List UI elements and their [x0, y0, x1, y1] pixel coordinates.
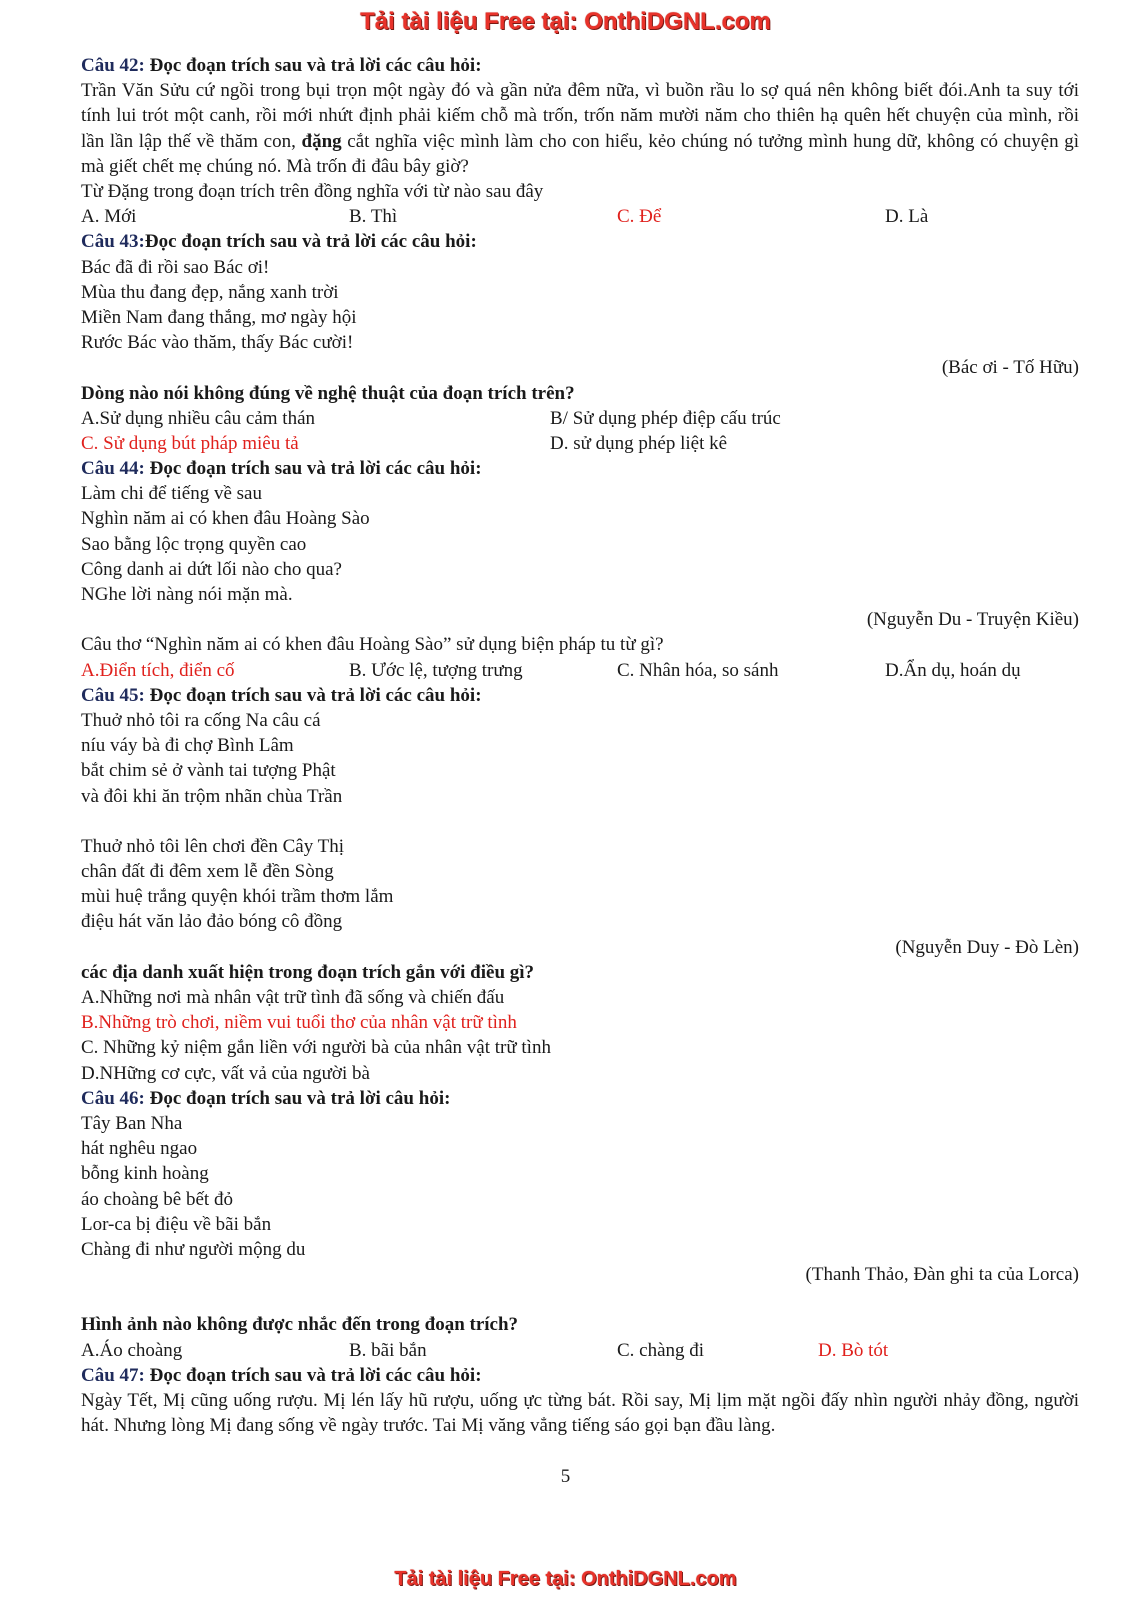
q46-option-b: B. bãi bắn	[349, 1339, 427, 1361]
q43-options-row-1	[81, 406, 1079, 431]
q45-poem-line: Thuở nhỏ tôi lên chơi đền Cây Thị	[81, 835, 345, 857]
q44-option-b: B. Ước lệ, tượng trưng	[349, 659, 523, 681]
q44-question: Câu thơ “Nghìn năm ai có khen đâu Hoàng Sào” sử dụng biện pháp tu từ gì?	[81, 634, 664, 656]
q42-passage-part-1: Trần Văn Sửu cứ ngồi trong bụi trọn một ngày đó và gần nửa đêm nữa, vì buồn rầu lo sợ quá nên không biết đói.Anh ta suy tới tính lui trót một canh, rồi mới nhứt định phải kiếm chỗ mà trốn, trốn năm mười năm cho thiên hạ quên hết chuyện của mình, rồi lần lần lập thế về thăm con,	[81, 80, 1079, 152]
q46-poem-line: bỗng kinh hoàng	[81, 1163, 209, 1185]
footer-banner: Tải tài liệu Free tại: OnthiDGNL.com	[394, 1568, 737, 1590]
q42-options	[81, 204, 1079, 229]
header-banner: Tải tài liệu Free tại: OnthiDGNL.com	[360, 8, 771, 35]
q44-source: (Nguyễn Du - Truyện Kiều)	[866, 609, 1079, 631]
q42-passage-bold: đặng	[301, 130, 342, 152]
q42-option-a: A. Mới	[81, 206, 137, 228]
q45-option-c: C. Những kỷ niệm gắn liền với người bà của nhân vật trữ tình	[81, 1037, 551, 1059]
q43-option-b: B/ Sử dụng phép điệp cấu trúc	[550, 407, 781, 429]
q44-poem-line: Nghìn năm ai có khen đâu Hoàng Sào	[81, 508, 370, 530]
stanza-gap	[81, 809, 1079, 834]
q46-poem-line: Chàng đi như người mộng du	[81, 1238, 306, 1260]
q46-option-d-answer: D. Bò tót	[818, 1339, 889, 1361]
q42-option-d: D. Là	[885, 206, 929, 228]
section-gap	[81, 1287, 1079, 1312]
document-page	[81, 53, 1079, 1438]
q43-option-c-answer: C. Sử dụng bút pháp miêu tả	[81, 432, 299, 454]
q46-option-c: C. chàng đi	[617, 1339, 705, 1361]
q44-option-a-answer: A.Điển tích, điển cố	[81, 659, 235, 681]
q43-title: Câu 43:Đọc đoạn trích sau và trả lời các câu hỏi:	[81, 231, 477, 253]
question-number: Câu 46:	[81, 1087, 145, 1109]
q46-poem-line: hát nghêu ngao	[81, 1138, 198, 1160]
q46-poem-line: Lor-ca bị điệu về bãi bắn	[81, 1213, 272, 1235]
q44-poem-line: Công danh ai dứt lối nào cho qua?	[81, 558, 342, 580]
q45-option-a: A.Những nơi mà nhân vật trữ tình đã sống và chiến đấu	[81, 987, 505, 1008]
question-number: Câu 45:	[81, 684, 145, 706]
q46-poem-line: áo choàng bê bết đỏ	[81, 1188, 233, 1210]
question-number: Câu 42:	[81, 55, 145, 76]
q45-source: (Nguyễn Duy - Đò Lèn)	[895, 936, 1079, 958]
q42-passage	[81, 78, 1079, 179]
q45-poem-line: chân đất đi đêm xem lễ đền Sòng	[81, 861, 334, 883]
q46-option-a: A.Áo choàng	[81, 1339, 183, 1361]
q42-question: Từ Đặng trong đoạn trích trên đồng nghĩa với từ nào sau đây	[81, 181, 544, 202]
q45-poem-line: níu váy bà đi chợ Bình Lâm	[81, 735, 294, 757]
q43-poem-line: Rước Bác vào thăm, thấy Bác cười!	[81, 332, 354, 354]
page-number: 5	[560, 1466, 571, 1487]
q44-poem-line: Làm chi để tiếng về sau	[81, 483, 262, 505]
q43-option-a: A.Sử dụng nhiều câu cảm thán	[81, 407, 316, 429]
q42-passage-part-2: cắt nghĩa việc mình làm cho con hiểu, kẻo chúng nó tưởng mình hung dữ, không có chuyện gì mà giết chết mẹ chúng nó. Mà trốn đi đâu bây giờ?	[81, 130, 1079, 177]
q43-poem-line: Bác đã đi rồi sao Bác ơi!	[81, 256, 270, 278]
q45-title: Câu 45: Đọc đoạn trích sau và trả lời các câu hỏi:	[81, 684, 482, 706]
question-number: Câu 43:	[81, 231, 145, 253]
q42-option-c-answer: C. Để	[617, 206, 662, 228]
q47-passage: Ngày Tết, Mị cũng uống rượu. Mị lén lấy hũ rượu, uống ực từng bát. Rồi say, Mị lịm mặt ngồi đấy nhìn người nhảy đồng, người hát. Nhưng lòng Mị đang sống về ngày trước. Tai Mị văng vẳng tiếng sáo gọi bạn đầu làng.	[81, 1390, 1079, 1437]
q46-question: Hình ảnh nào không được nhắc đến trong đoạn trích?	[81, 1314, 519, 1336]
q44-poem-line: NGhe lời nàng nói mặn mà.	[81, 584, 293, 605]
q43-poem-line: Mùa thu đang đẹp, nắng xanh trời	[81, 281, 339, 303]
q44-title: Câu 44: Đọc đoạn trích sau và trả lời các câu hỏi:	[81, 458, 482, 480]
q45-poem-line: điệu hát văn lảo đảo bóng cô đồng	[81, 911, 343, 933]
q43-question: Dòng nào nói không đúng về nghệ thuật của đoạn trích trên?	[81, 382, 575, 404]
q42-option-b: B. Thì	[349, 206, 398, 228]
q44-options	[81, 658, 1079, 683]
q43-options-row-2	[81, 431, 1079, 456]
q43-poem-line: Miền Nam đang thắng, mơ ngày hội	[81, 306, 357, 328]
q47-title: Câu 47: Đọc đoạn trích sau và trả lời các câu hỏi:	[81, 1364, 482, 1386]
q45-poem-line: và đôi khi ăn trộm nhãn chùa Trần	[81, 785, 343, 807]
q46-poem-line: Tây Ban Nha	[81, 1112, 183, 1134]
q45-poem-line: mùi huệ trắng quyện khói trầm thơm lắm	[81, 886, 394, 908]
question-number: Câu 44:	[81, 458, 145, 480]
q45-poem-line: Thuở nhỏ tôi ra cống Na câu cá	[81, 709, 321, 731]
q42-title: Câu 42: Đọc đoạn trích sau và trả lời các câu hỏi:	[81, 55, 482, 76]
q45-question: các địa danh xuất hiện trong đoạn trích gắn với điều gì?	[81, 961, 535, 983]
q45-option-b-answer: B.Những trò chơi, niềm vui tuổi thơ của nhân vật trữ tình	[81, 1012, 517, 1034]
q44-option-c: C. Nhân hóa, so sánh	[617, 659, 779, 681]
q44-option-d: D.Ẩn dụ, hoán dụ	[885, 659, 1021, 681]
q44-poem-line: Sao bằng lộc trọng quyền cao	[81, 533, 307, 555]
q45-option-d: D.NHững cơ cực, vất vả của người bà	[81, 1062, 370, 1084]
q43-option-d: D. sử dụng phép liệt kê	[550, 432, 728, 454]
q43-source: (Bác ơi - Tố Hữu)	[941, 357, 1079, 379]
q45-poem-line: bắt chim sẻ ở vành tai tượng Phật	[81, 760, 336, 782]
q46-source: (Thanh Thảo, Đàn ghi ta của Lorca)	[805, 1264, 1079, 1286]
question-number: Câu 47:	[81, 1364, 145, 1386]
q46-options	[81, 1338, 1079, 1363]
q46-title: Câu 46: Đọc đoạn trích sau và trả lời câu hỏi:	[81, 1087, 451, 1109]
